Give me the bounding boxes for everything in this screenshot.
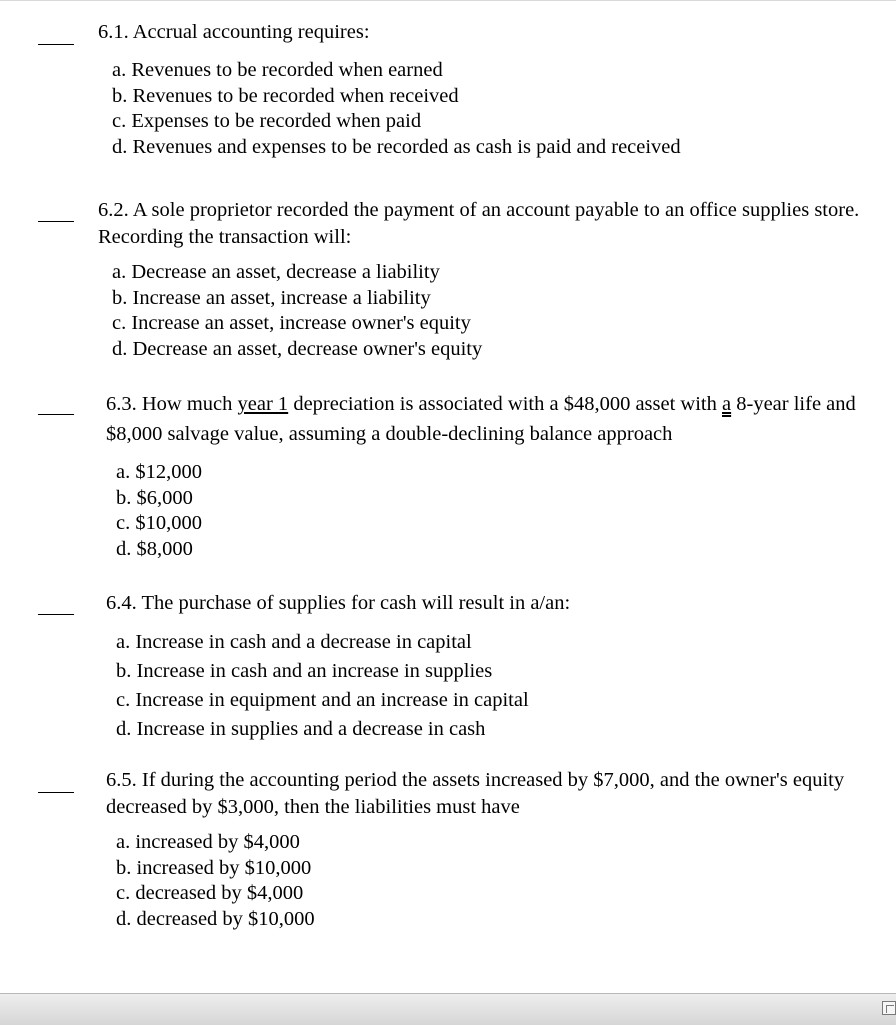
question-stem xyxy=(106,389,896,449)
choice-d: d. Decrease an asset, decrease owner's equity xyxy=(112,337,483,360)
answer-blank[interactable] xyxy=(38,614,74,615)
choice-a: a. $12,000 xyxy=(116,461,202,483)
choice-a: a. increased by $4,000 xyxy=(116,831,300,853)
choices-list xyxy=(116,830,315,932)
stem-double-underlined-a: a xyxy=(722,393,732,415)
choice-a: a. Increase in cash and a decrease in capital xyxy=(116,631,472,653)
choice-c: c. decreased by $4,000 xyxy=(116,882,304,904)
choices-list xyxy=(116,628,529,744)
answer-blank[interactable] xyxy=(38,44,74,45)
stem-part: 8-year life and $8,000 salvage value, assuming a double-declining balance approach xyxy=(106,393,856,445)
question-stem: 6.1. Accrual accounting requires: xyxy=(98,21,370,43)
stem-part: 6.3. How much xyxy=(106,393,238,415)
answer-blank[interactable] xyxy=(38,414,74,415)
question-stem: 6.4. The purchase of supplies for cash will result in a/an: xyxy=(106,592,571,614)
choice-d: d. Increase in supplies and a decrease in cash xyxy=(116,718,486,740)
top-divider xyxy=(0,0,896,1)
choice-d: d. decreased by $10,000 xyxy=(116,907,315,930)
stem-underlined-year: year 1 xyxy=(237,393,289,415)
choices-list xyxy=(116,460,202,562)
choice-d: d. $8,000 xyxy=(116,537,193,560)
choice-d: d. Revenues and expenses to be recorded as cash is paid and received xyxy=(112,135,681,158)
status-bar xyxy=(0,993,896,1025)
question-stem: 6.5. If during the accounting period the assets increased by $7,000, and the owner's equity decreased by $3,000, then the liabilities must have xyxy=(106,769,845,818)
choice-c: c. Increase an asset, increase owner's equity xyxy=(112,312,471,334)
choice-c: c. Increase in equipment and an increase in capital xyxy=(116,689,529,711)
answer-blank[interactable] xyxy=(38,221,74,222)
choice-a: a. Decrease an asset, decrease a liability xyxy=(112,261,440,283)
answer-blank[interactable] xyxy=(38,792,74,793)
question-stem: 6.2. A sole proprietor recorded the payment of an account payable to an office supplies store. Recording the transaction will: xyxy=(98,199,860,248)
choices-list xyxy=(112,58,681,160)
choice-c: c. Expenses to be recorded when paid xyxy=(112,110,422,132)
choice-a: a. Revenues to be recorded when earned xyxy=(112,59,443,81)
choice-c: c. $10,000 xyxy=(116,512,202,534)
choice-b: b. Revenues to be recorded when received xyxy=(112,84,459,107)
stem-part: depreciation is associated with a $48,000 asset with xyxy=(288,393,723,415)
choice-b: b. $6,000 xyxy=(116,486,193,509)
choice-b: b. Increase in cash and an increase in supplies xyxy=(116,660,493,682)
resize-corner-icon[interactable] xyxy=(882,1001,896,1015)
choice-b: b. increased by $10,000 xyxy=(116,856,312,879)
choice-b: b. Increase an asset, increase a liability xyxy=(112,286,431,309)
choices-list xyxy=(112,260,482,362)
